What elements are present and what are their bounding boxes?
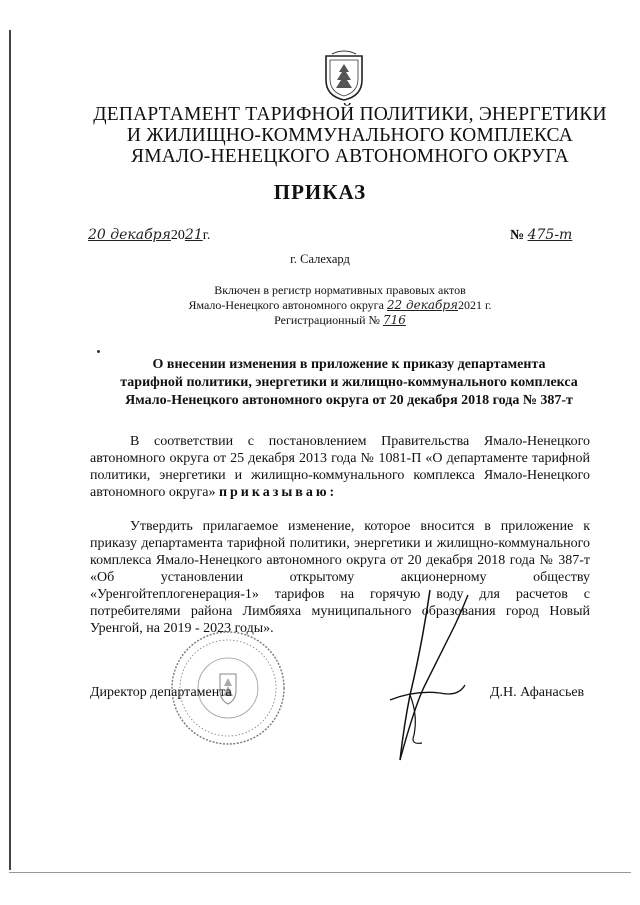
date-suffix: г. (202, 228, 211, 243)
scan-bottom-border (9, 872, 631, 873)
coat-of-arms-emblem (322, 50, 366, 102)
city-line: г. Салехард (290, 252, 350, 266)
scan-left-border (9, 30, 11, 870)
department-title-line-1: ДЕПАРТАМЕНТ ТАРИФНОЙ ПОЛИТИКИ, ЭНЕРГЕТИКИ (93, 104, 607, 125)
order-number (510, 227, 572, 244)
document-type-heading: ПРИКАЗ (273, 180, 367, 204)
subject-heading (88, 356, 610, 410)
registration-line-3 (160, 313, 520, 328)
handwritten-signature (370, 585, 480, 775)
registration-handwritten-date: 22 декабря (386, 298, 458, 312)
subject-line-3: Ямало-Ненецкого автономного округа от 20 декабря 2018 года № 387-т (125, 393, 573, 408)
handwritten-day-month: 20 декабря (88, 227, 171, 243)
registration-year: 2021 г. (457, 298, 492, 312)
body-paragraph-1 (90, 433, 590, 501)
handwritten-order-number: 475-т (527, 227, 573, 243)
department-title-line-3: ЯМАЛО-НЕНЕЦКОГО АВТОНОМНОГО ОКРУГА (131, 146, 569, 167)
order-emphasis: приказываю: (218, 485, 338, 500)
paragraph-1-text: В соответствии с постановлением Правительства Ямало-Ненецкого автономного округа от 25 декабря 2013 года № 1081-П «О департаменте тарифной политики, энергетики и жилищно-коммунального комплекса Ямало-Ненецкого автономного округа» (90, 434, 590, 500)
department-title-line-2: И ЖИЛИЩНО-КОММУНАЛЬНОГО КОМПЛЕКСА (126, 125, 574, 146)
order-date (88, 227, 210, 244)
registration-region: Ямало-Ненецкого автономного округа (188, 298, 384, 312)
registration-block (160, 283, 520, 328)
subject-line-1: О внесении изменения в приложение к приказу департамента (152, 357, 546, 372)
date-year-prefix: 20 (170, 228, 185, 243)
handwritten-year-suffix: 21 (184, 227, 203, 243)
registration-handwritten-number: 716 (382, 313, 406, 327)
stray-dot-mark (97, 350, 100, 353)
registration-line-1: Включен в регистр нормативных правовых актов (214, 283, 466, 297)
subject-line-2: тарифной политики, энергетики и жилищно-коммунального комплекса (120, 375, 578, 390)
registration-number-label: Регистрационный № (274, 313, 380, 327)
department-title (60, 104, 640, 167)
signatory-name: Д.Н. Афанасьев (490, 685, 585, 700)
registration-line-2 (160, 298, 520, 313)
body-paragraph-2: Утвердить прилагаемое изменение, которое вносится в приложение к приказу департамента тарифной политики, энергетики и жилищно-коммунального комплекса Ямало-Ненецкого автономного округа от 20 декабря 2018 года № 387-т «Об установлении открытому акционерному обществу «Уренгойтеплогенерация-1» тарифов на горячую воду для расчетов с потребителями района Лимбяяха муниципального образования город Новый Уренгой, на 2019 - 2023 годы». (90, 519, 590, 636)
number-sign: № (510, 228, 525, 243)
signatory-position: Директор департамента (90, 685, 232, 700)
